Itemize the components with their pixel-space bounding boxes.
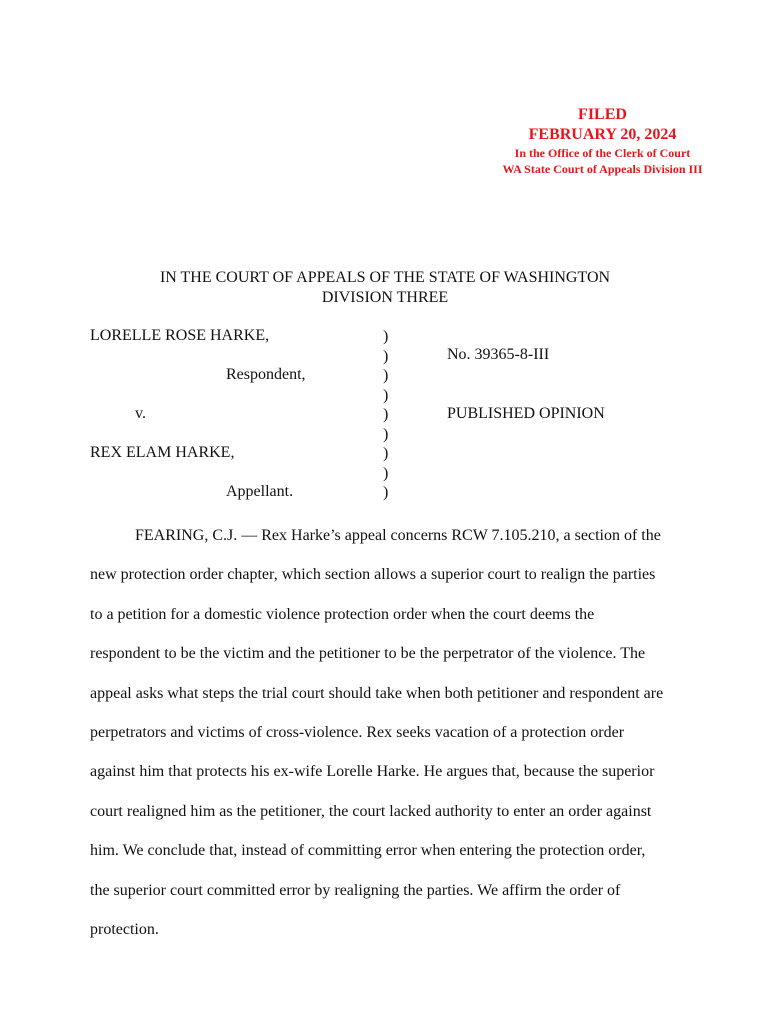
opinion-line: appeal asks what steps the trial court should take when both petitioner and respondent are <box>90 684 664 702</box>
appellant-name: REX ELAM HARKE, <box>90 444 235 461</box>
stamp-court: WA State Court of Appeals Division III <box>502 162 703 176</box>
caption-parentheses <box>383 327 395 503</box>
case-caption <box>0 0 770 510</box>
opinion-type: PUBLISHED OPINION <box>447 405 605 422</box>
appellant-role: Appellant. <box>226 483 294 500</box>
respondent-name: LORELLE ROSE HARKE, <box>90 327 270 344</box>
opinion-line: perpetrators and victims of cross-violence. Rex seeks vacation of a protection order <box>90 724 625 742</box>
paren: ) <box>383 328 389 345</box>
paren: ) <box>383 425 389 443</box>
paren: ) <box>383 367 389 384</box>
court-name: IN THE COURT OF APPEALS OF THE STATE OF WASHINGTON <box>159 269 611 286</box>
opinion-line: against him that protects his ex-wife Lorelle Harke. He argues that, because the superior <box>90 763 655 781</box>
opinion-body <box>90 516 690 949</box>
opinion-line: protection. <box>90 921 159 939</box>
court-division: DIVISION THREE <box>321 289 449 306</box>
opinion-line: respondent to be the victim and the petitioner to be the perpetrator of the violence. The <box>90 645 646 663</box>
paren: ) <box>383 445 389 462</box>
opinion-first-line <box>90 516 690 555</box>
paren: ) <box>383 484 389 501</box>
opinion-line: to a petition for a domestic violence protection order when the court deems the <box>90 605 595 623</box>
paren: ) <box>383 406 389 423</box>
author-initial: F <box>135 527 144 544</box>
opinion-first-line-text: , C.J. — Rex Harke’s appeal concerns RCW 7.105.210, a section of the <box>204 527 661 544</box>
paren: ) <box>383 386 389 404</box>
respondent-role: Respondent, <box>226 366 306 383</box>
opinion-line: court realigned him as the petitioner, the court lacked authority to enter an order against <box>90 802 652 820</box>
stamp-office: In the Office of the Clerk of Court <box>514 146 691 160</box>
stamp-filed-label: FILED <box>578 106 627 123</box>
stamp-filed-date: FEBRUARY 20, 2024 <box>528 126 677 143</box>
opinion-line: the superior court committed error by realigning the parties. We affirm the order of <box>90 881 621 899</box>
opinion-line: him. We conclude that, instead of committing error when entering the protection order, <box>90 842 646 860</box>
author-name: EARING <box>143 527 205 544</box>
paren: ) <box>383 347 389 365</box>
paren: ) <box>383 464 389 482</box>
case-number: No. 39365-8-III <box>447 346 550 363</box>
opinion-line: new protection order chapter, which section allows a superior court to realign the parties <box>90 566 656 584</box>
versus: v. <box>135 405 146 422</box>
